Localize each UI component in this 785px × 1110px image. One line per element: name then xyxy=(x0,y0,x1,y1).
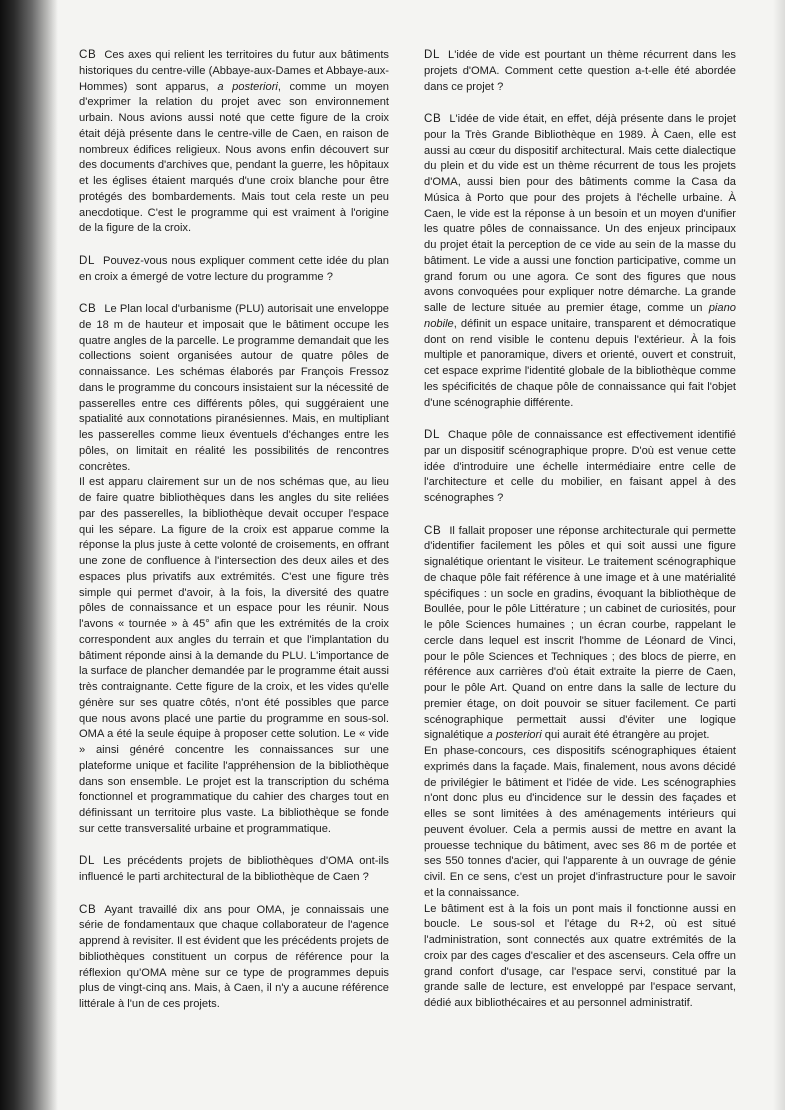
paragraph-text: Les précédents projets de bibliothèques d'OMA ont-ils influencé le parti architectural de la bibliothèque de Caen ? xyxy=(79,855,389,883)
book-gutter-shadow xyxy=(0,0,58,1110)
paragraph xyxy=(424,111,736,411)
paragraph-text: En phase-concours, ces dispositifs scénographiques étaient exprimés dans la façade. Mais, finalement, nous avons décidé de privilégier le bâtiment et l'idée de vide. Les scénographies n'ont donc plus eu d'incidence sur le dessin des façades et elles se sont limitées à des aménagements intérieurs qui peuvent évoluer. Cela a permis aussi de mettre en avant la prouesse technique du bâtiment, avec ses 86 m de portée et ses 550 tonnes d'acier, qui l'apparente à un ouvrage de génie civil. En ce sens, c'est un projet d'infrastructure pour le savoir et la connaissance. xyxy=(424,745,736,899)
paragraph xyxy=(79,853,389,886)
speaker-initials: CB xyxy=(424,112,442,125)
paragraph xyxy=(79,47,389,237)
speaker-initials: DL xyxy=(424,48,441,61)
speaker-initials: CB xyxy=(79,902,97,916)
speaker-initials: DL xyxy=(79,854,96,868)
paragraph-text: Il fallait proposer une réponse architecturale qui permette d'identifier facilement les pôles et qui soit aussi une figure signalétique orientant le visiteur. Le traitement scénographique de chaque pôle fait référence à une image et à une matérialité spécifiques : un socle en gradins, évoquant la bibliothèque de Boullée, pour le pôle Littérature ; un cabinet de curiosités, pour le pôle Sciences humaines ; un écran courbe, rappelant le cercle dans lequel est inscrit l'homme de Léonard de Vinci, pour le pôle Sciences et Techniques ; des blocs de pierre, en référence aux carrières d'où était extraite la pierre de Caen, pour le pôle Art. Quand on entre dans la salle de lecture du premier étage, on doit pouvoir se situer facilement. Ce parti scénographique permettait aussi d'éviter une logique signalétique a posteriori qui aurait été étrangère au projet. xyxy=(424,524,736,742)
speaker-initials: CB xyxy=(424,523,442,537)
speaker-initials: DL xyxy=(79,253,96,267)
paragraph-text: Ayant travaillé dix ans pour OMA, je connaissais une série de fondamentaux que chaque collaborateur de l'agence apprend à revisiter. Il est évident que les précédents projets de bibliothèques constituent un corpus de référence pour la réflexion qu'OMA mène sur ce type de programmes depuis plus de vingt-cinq ans. Mais, à Caen, il n'y a aucune référence littérale à l'un de ces projets. xyxy=(79,903,389,1010)
paragraph-text: Il est apparu clairement sur un de nos schémas que, au lieu de faire quatre bibliothèques dans les angles du site reliées par des passerelles, la bibliothèque devait occuper l'espace qui les sépare. La figure de la croix est apparue comme la réponse la plus juste à cette volonté de croisements, en offrant une zone de confluence à l'intersection des deux ailes et des espaces plus privatifs aux extrémités. C'est une figure très simple qui permet d'avoir, à la fois, la diversité des quatre pôles de connaissance et un espace pour les réunir. Nous l'avons « tournée » à 45° afin que les extrémités de la croix correspondent aux angles du terrain et que l'implantation du bâtiment réponde ainsi à la demande du PLU. L'importance de la surface de plancher demandée par le programme était aussi très contraignante. Cette figure de la croix, et les vides qu'elle génère sur ses quatre côtés, n'ont été possibles que parce que nous avons placé une partie du programme en sous-sol. OMA a été la seule équipe à proposer cette solution. Le « vide » ainsi généré concentre les connaissances sur une plateforme unique et facilite l'appréhension de la bibliothèque dans son ensemble. Le projet est la transcription du schéma fonctionnel et programmatique du cahier des charges tout en définissant un territoire plus vaste. La bibliothèque se fonde sur cette transversalité urbaine et programmatique. xyxy=(79,476,389,835)
paragraph-text: Chaque pôle de connaissance est effectivement identifié par un dispositif scénographique propre. D'où est venue cette idée d'introduire une échelle intermédiaire entre celle de l'architecture et celle du mobilier, en faisant appel à des scénographes ? xyxy=(424,429,736,504)
speaker-initials: CB xyxy=(79,48,97,61)
paragraph-text: Le bâtiment est à la fois un pont mais il fonctionne aussi en boucle. Le sous-sol et l'étage du R+2, où est situé l'administration, sont connectés aux quatre extrémités de la croix par des cages d'escalier et des ascenseurs. Cela offre un grand confort d'usage, car l'espace servi, constitué par la grande salle de lecture, est enveloppé par l'espace servant, dédié aux bibliothécaires et au personnel administratif. xyxy=(424,902,736,1009)
paragraph-text: L'idée de vide est pourtant un thème récurrent dans les projets d'OMA. Comment cette question a-t-elle été abordée dans ce projet ? xyxy=(424,49,736,93)
paragraph-continued xyxy=(424,744,736,902)
right-text-column xyxy=(424,47,736,1028)
paragraph xyxy=(424,427,736,507)
paragraph xyxy=(424,523,736,745)
paragraph-text: Pouvez-vous nous expliquer comment cette idée du plan en croix a émergé de votre lecture du programme ? xyxy=(79,254,389,283)
paragraph-text: Le Plan local d'urbanisme (PLU) autorisait une enveloppe de 18 m de hauteur et imposait que le bâtiment occupe les quatre angles de la parcelle. Le programme demandait que les collections soient organisées autour de quatre pôles de connaissance. Les schémas élaborés par François Fressoz dans le programme du concours insistaient sur la nécessité de passerelles entre ces différents pôles, qui suggéraient une spatialité aux connotations piranésiennes. Mais, en multipliant les passerelles comme lieux éventuels d'échanges entre les pôles, on limitait en réalité les possibilités de rencontres concrètes. xyxy=(79,303,389,473)
paragraph xyxy=(424,47,736,95)
speaker-initials: CB xyxy=(79,302,97,315)
paragraph-continued xyxy=(79,475,389,837)
paragraph-text: Ces axes qui relient les territoires du futur aux bâtiments historiques du centre-ville (Abbaye-aux-Dames et Abbaye-aux-Hommes) sont apparus, a posteriori, comme un moyen d'exprimer la relation du projet avec son environnement urbain. Nous avions aussi noté que cette figure de la croix était déjà présente dans le centre-ville de Caen, en raison de nombreux édifices religieux. Nous avons enfin découvert sur des documents d'archives que, pendant la guerre, les hôpitaux et les églises étaient marqués d'une croix blanche pour être protégés des bombardements. Mais tout cela reste un peu anecdotique. C'est le programme qui est vraiment à l'origine de la figure de la croix. xyxy=(79,49,389,235)
paragraph-continued xyxy=(424,902,736,1012)
paragraph xyxy=(79,902,389,1013)
paragraph-text: L'idée de vide était, en effet, déjà présente dans le projet pour la Très Grande Bibliothèque en 1989. À Caen, elle est aussi au cœur du dispositif architectural. Mais cette dialectique du plein et du vide est un thème récurrent de tous les projets d'OMA, aussi bien pour des bâtiments comme la Casa da Música à Porto que pour des projets à l'échelle urbaine. À Caen, le vide est la réponse à un besoin et un moyen d'unifier les quatre pôles de connaissance. Un des enjeux principaux du projet était la perception de ce vide au sein de la masse du bâtiment. Le vide a aussi une fonction participative, comme un grand forum ou une agora. Ce sont des figures que nous avons convoquées pour expliquer notre démarche. La grande salle de lecture située au premier étage, comme un piano nobile, définit un espace unitaire, transparent et démocratique dont on rend visible le contenu depuis l'extérieur. À la fois multiple et panoramique, divers et orienté, ouvert et construit, cet espace exprime l'identité globale de la bibliothèque comme les spécificités de chaque pôle de connaissance qui fait l'objet d'une scénographie différente. xyxy=(424,113,736,409)
page-edge xyxy=(773,0,785,1110)
paragraph xyxy=(79,301,389,475)
paragraph xyxy=(79,253,389,286)
left-text-column xyxy=(79,47,389,1029)
speaker-initials: DL xyxy=(424,428,441,441)
